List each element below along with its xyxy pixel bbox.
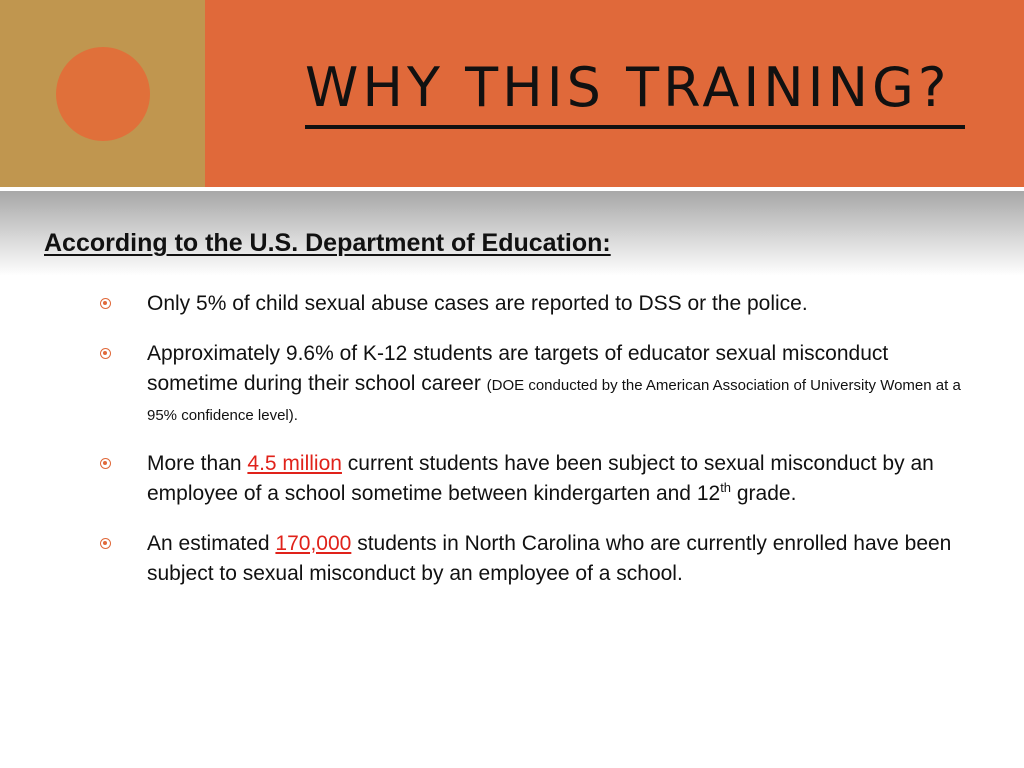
section-heading: According to the U.S. Department of Education: (44, 229, 611, 257)
bullet-text-rest: students in North Carolina who are currently enrolled have been subject to sexual misconduct by an employee of a school. (147, 532, 952, 585)
circle-bullet-icon (100, 298, 111, 309)
circle-bullet-icon (100, 458, 111, 469)
ordinal-suffix: th (720, 480, 732, 495)
title-underline (305, 125, 965, 129)
circle-bullet-icon (100, 348, 111, 359)
decorative-side-panel (0, 0, 205, 187)
bullet-text-lead: More than (147, 452, 242, 475)
bullet-text-rest: current students have been subject to sexual misconduct by an employee of a school sometime between kindergarten and 12 (147, 452, 934, 505)
source-note: (DOE conducted by the American Association of University Women at a 95% confidence level). (147, 377, 961, 424)
slide-title: WHY THIS TRAINING? (305, 56, 951, 119)
bullet-item (92, 289, 962, 319)
bullet-text: Only 5% of child sexual abuse cases are reported to DSS or the police. (147, 292, 808, 315)
bullet-text-lead: An estimated (147, 532, 270, 555)
circle-bullet-icon (100, 538, 111, 549)
bullet-list (92, 289, 962, 589)
highlighted-figure: 170,000 (275, 532, 352, 555)
decorative-circle (56, 47, 150, 141)
bullet-text: Approximately 9.6% of K-12 students are targets of educator sexual misconduct sometime during their school career (147, 342, 889, 395)
bullet-text-tail: grade. (736, 482, 797, 505)
bullet-item (92, 529, 962, 589)
bullet-item (92, 449, 962, 509)
highlighted-figure: 4.5 million (247, 452, 342, 475)
bullet-item (92, 339, 962, 429)
